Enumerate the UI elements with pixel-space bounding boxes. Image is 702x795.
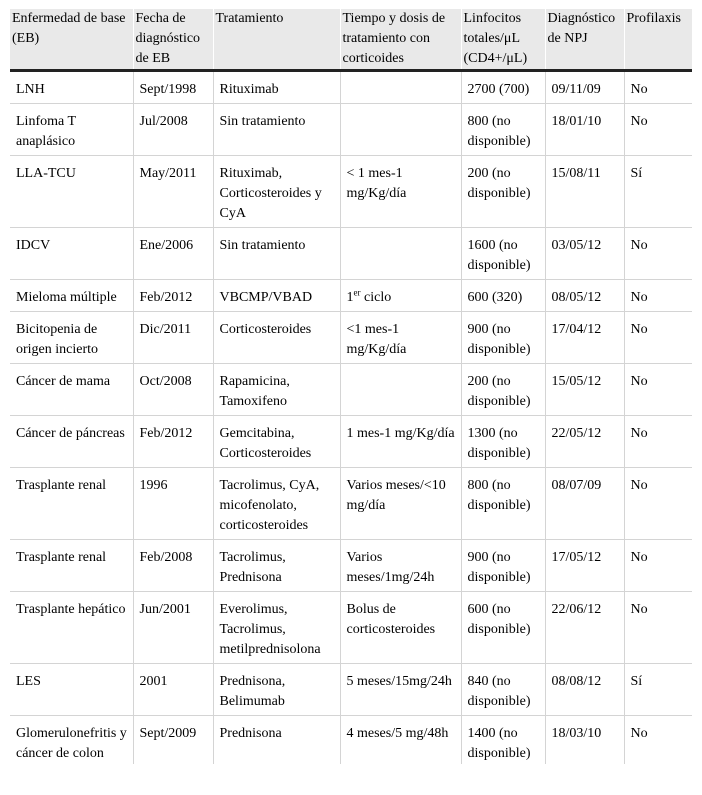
cell-tiempo-dosis [340,312,461,364]
cell-tratamiento: Tacrolimus, Prednisona [213,540,340,592]
cell-linfocitos: 1400 (no disponible) [461,716,545,765]
cell-enfermedad: IDCV [10,228,133,280]
tiempo-text: Varios meses/<10 mg/día [346,478,446,513]
cell-diagnostico: 17/05/12 [545,540,624,592]
table-body [10,71,692,765]
cell-diagnostico: 03/05/12 [545,228,624,280]
cell-profilaxis: No [624,312,692,364]
cell-linfocitos: 900 (no disponible) [461,312,545,364]
cell-tiempo-dosis [340,716,461,765]
tiempo-suffix: ciclo [360,290,392,305]
cell-diagnostico: 15/05/12 [545,364,624,416]
cell-enfermedad: LNH [10,71,133,104]
cell-enfermedad: LES [10,664,133,716]
cell-tratamiento: VBCMP/VBAD [213,280,340,312]
cell-linfocitos: 200 (no disponible) [461,156,545,228]
cell-enfermedad: Bicitopenia de origen incierto [10,312,133,364]
cell-diagnostico: 09/11/09 [545,71,624,104]
tiempo-text: 1 [346,290,354,305]
patients-table [10,9,692,764]
table-row [10,592,692,664]
cell-fecha: Dic/2011 [133,312,213,364]
table-row [10,156,692,228]
tiempo-text: Varios meses/1mg/24h [346,550,435,585]
table-container [10,9,692,764]
cell-tratamiento: Rituximab, Corticosteroides y CyA [213,156,340,228]
tiempo-superscript: er [353,287,361,298]
cell-enfermedad: Cáncer de mama [10,364,133,416]
cell-fecha: Feb/2012 [133,416,213,468]
table-row [10,280,692,312]
cell-tiempo-dosis [340,156,461,228]
header-row [10,9,692,71]
cell-diagnostico: 08/08/12 [545,664,624,716]
cell-diagnostico: 22/05/12 [545,416,624,468]
cell-tiempo-dosis [340,71,461,104]
cell-fecha: Feb/2012 [133,280,213,312]
cell-tiempo-dosis [340,228,461,280]
table-row [10,468,692,540]
cell-tiempo-dosis [340,540,461,592]
cell-profilaxis: No [624,71,692,104]
cell-enfermedad: LLA-TCU [10,156,133,228]
cell-linfocitos: 2700 (700) [461,71,545,104]
cell-tratamiento: Tacrolimus, CyA, micofenolato, corticosteroides [213,468,340,540]
header-profilaxis: Profilaxis [624,9,692,71]
cell-diagnostico: 22/06/12 [545,592,624,664]
cell-tiempo-dosis [340,280,461,312]
header-tratamiento: Tratamiento [213,9,340,71]
tiempo-text: 4 meses/5 mg/48h [346,726,449,741]
header-diagnostico: Diagnóstico de NPJ [545,9,624,71]
table-row [10,664,692,716]
cell-fecha: Jul/2008 [133,104,213,156]
cell-diagnostico: 18/03/10 [545,716,624,765]
cell-linfocitos: 800 (no disponible) [461,104,545,156]
cell-enfermedad: Glomerulonefritis y cáncer de colon [10,716,133,765]
cell-enfermedad: Trasplante hepático [10,592,133,664]
cell-linfocitos: 200 (no disponible) [461,364,545,416]
cell-tratamiento: Corticosteroides [213,312,340,364]
cell-tratamiento: Rapamicina, Tamoxifeno [213,364,340,416]
cell-linfocitos: 800 (no disponible) [461,468,545,540]
cell-tiempo-dosis [340,364,461,416]
cell-fecha: Jun/2001 [133,592,213,664]
cell-tratamiento: Rituximab [213,71,340,104]
cell-diagnostico: 18/01/10 [545,104,624,156]
cell-linfocitos: 1600 (no disponible) [461,228,545,280]
cell-profilaxis: Sí [624,156,692,228]
table-row [10,416,692,468]
tiempo-text: 1 mes-1 mg/Kg/día [346,426,455,441]
cell-fecha: 2001 [133,664,213,716]
cell-tratamiento: Everolimus, Tacrolimus, metilprednisolona [213,592,340,664]
tiempo-text: < 1 mes-1 mg/Kg/día [346,166,407,201]
cell-profilaxis: No [624,280,692,312]
cell-tratamiento: Gemcitabina, Corticosteroides [213,416,340,468]
cell-linfocitos: 900 (no disponible) [461,540,545,592]
table-row [10,104,692,156]
table-row [10,312,692,364]
cell-enfermedad: Trasplante renal [10,540,133,592]
table-row [10,364,692,416]
cell-profilaxis: No [624,416,692,468]
cell-linfocitos: 600 (no disponible) [461,592,545,664]
cell-profilaxis: No [624,592,692,664]
cell-profilaxis: No [624,468,692,540]
cell-fecha: Oct/2008 [133,364,213,416]
cell-tiempo-dosis [340,592,461,664]
cell-enfermedad: Linfoma T anaplásico [10,104,133,156]
cell-profilaxis: No [630,726,648,741]
tiempo-text: 5 meses/15mg/24h [346,674,452,689]
tiempo-text: Bolus de corticosteroides [346,602,436,637]
table-row [10,228,692,280]
cell-profilaxis: No [624,364,692,416]
table-row [10,540,692,592]
cell-fecha: Feb/2008 [133,540,213,592]
cell-tiempo-dosis [340,104,461,156]
cell-diagnostico: 08/07/09 [545,468,624,540]
tiempo-text: <1 mes-1 mg/Kg/día [346,322,407,357]
cell-fecha: Ene/2006 [133,228,213,280]
cell-fecha: Sept/1998 [133,71,213,104]
cell-tratamiento: Sin tratamiento [213,228,340,280]
cell-profilaxis: No [624,228,692,280]
cell-diagnostico: 15/08/11 [545,156,624,228]
cell-tratamiento: Sin tratamiento [213,104,340,156]
cell-linfocitos: 840 (no disponible) [461,664,545,716]
cell-diagnostico: 08/05/12 [545,280,624,312]
header-linfocitos: Linfocitos totales/μL (CD4+/μL) [461,9,545,71]
cell-diagnostico: 17/04/12 [545,312,624,364]
cell-fecha: 1996 [133,468,213,540]
header-tiempo-dosis: Tiempo y dosis de tratamiento con corticoides [340,9,461,71]
cell-tratamiento: Prednisona [213,716,340,765]
cell-linfocitos: 600 (320) [461,280,545,312]
header-fecha: Fecha de diagnóstico de EB [133,9,213,71]
cell-fecha: May/2011 [133,156,213,228]
cell-linfocitos: 1300 (no disponible) [461,416,545,468]
table-row [10,716,692,765]
cell-tratamiento: Prednisona, Belimumab [213,664,340,716]
cell-enfermedad: Trasplante renal [10,468,133,540]
cell-enfermedad: Mieloma múltiple [10,280,133,312]
cell-profilaxis: No [624,540,692,592]
cell-tiempo-dosis [340,416,461,468]
table-header [10,9,692,71]
cell-tiempo-dosis [340,664,461,716]
cell-fecha: Sept/2009 [133,716,213,765]
cell-profilaxis: Sí [624,664,692,716]
cell-tiempo-dosis [340,468,461,540]
header-enfermedad: Enfermedad de base (EB) [10,9,133,71]
cell-enfermedad: Cáncer de páncreas [10,416,133,468]
cell-profilaxis: No [624,104,692,156]
table-row [10,71,692,104]
